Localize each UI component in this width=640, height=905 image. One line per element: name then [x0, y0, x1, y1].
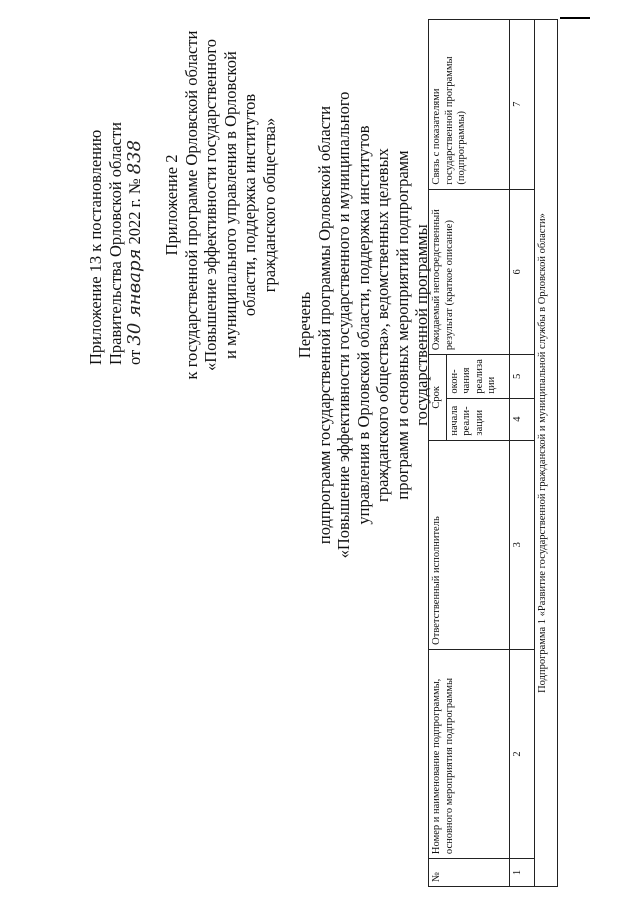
table-number-row [509, 20, 534, 887]
list-title-line1: подпрограмм государственной программы Орловской области [314, 105, 334, 545]
list-title-line4: гражданского общества», ведомственных целевых [373, 148, 392, 502]
list-title-line2: «Повышение эффективности государственного и муниципального [334, 91, 353, 559]
handwritten-number-text: 838 [124, 139, 145, 175]
handwritten-date [125, 249, 145, 346]
appendix-2-line3: и муниципального управления в Орловской [220, 51, 240, 359]
header-indicators: Связь с показателями государственной программы (подпрограммы) [429, 20, 510, 190]
col-number-3: 3 [509, 440, 534, 649]
col-number-6: 6 [509, 189, 534, 355]
header-number: № [429, 859, 510, 887]
appendix-13-line2: Правительства Орловской области [105, 122, 125, 365]
list-title-line5: программ и основных мероприятий подпрограмм [392, 150, 412, 500]
program-table [428, 19, 558, 887]
appendix-2-block [162, 5, 279, 405]
header-name: Номер и наименование подпрограммы, основного мероприятия подпрограммы [429, 649, 510, 858]
date-year: 2022 г. № [125, 178, 144, 245]
subprogram-1-title: Подпрограмма 1 «Развитие государственной гражданской и муниципальной службы в Орловской области» [534, 20, 557, 887]
table-subprogram-row [534, 20, 557, 887]
table-header-row [429, 20, 447, 887]
list-title: Перечень [295, 291, 314, 359]
appendix-2-title: Приложение 2 [162, 154, 181, 256]
scan-mark [560, 17, 590, 19]
col-number-7: 7 [509, 20, 534, 190]
header-term-start: начала реали-зации [446, 398, 509, 440]
col-number-5: 5 [509, 355, 534, 398]
appendix-2-line2: «Повышение эффективности государственного [201, 39, 220, 372]
header-term: Срок [429, 355, 447, 440]
handwritten-date-text: 30 января [124, 248, 145, 346]
list-title-block [295, 45, 432, 605]
col-number-1: 1 [509, 859, 534, 887]
appendix-2-line1: к государственной программе Орловской области [181, 30, 201, 380]
appendix-13-line1: Приложение 13 к постановлению [86, 129, 105, 365]
appendix-2-line5: гражданского общества» [259, 117, 279, 293]
col-number-2: 2 [509, 649, 534, 858]
handwritten-number [125, 140, 145, 174]
list-title-line3: управления в Орловской области, поддержка институтов [353, 125, 373, 525]
list-title-line6: государственной программы [412, 224, 431, 426]
header-term-end: окон-чания реализа ции [446, 355, 509, 398]
appendix-13-block [86, 25, 145, 365]
date-prefix: от [125, 349, 144, 365]
header-result: Ожидаемый непосредственный результат (краткое описание) [429, 189, 510, 355]
appendix-2-line4: области, поддержка институтов [240, 93, 259, 317]
header-executor: Ответственный исполнитель [429, 440, 510, 649]
appendix-13-date-line [125, 25, 145, 365]
col-number-4: 4 [509, 398, 534, 440]
